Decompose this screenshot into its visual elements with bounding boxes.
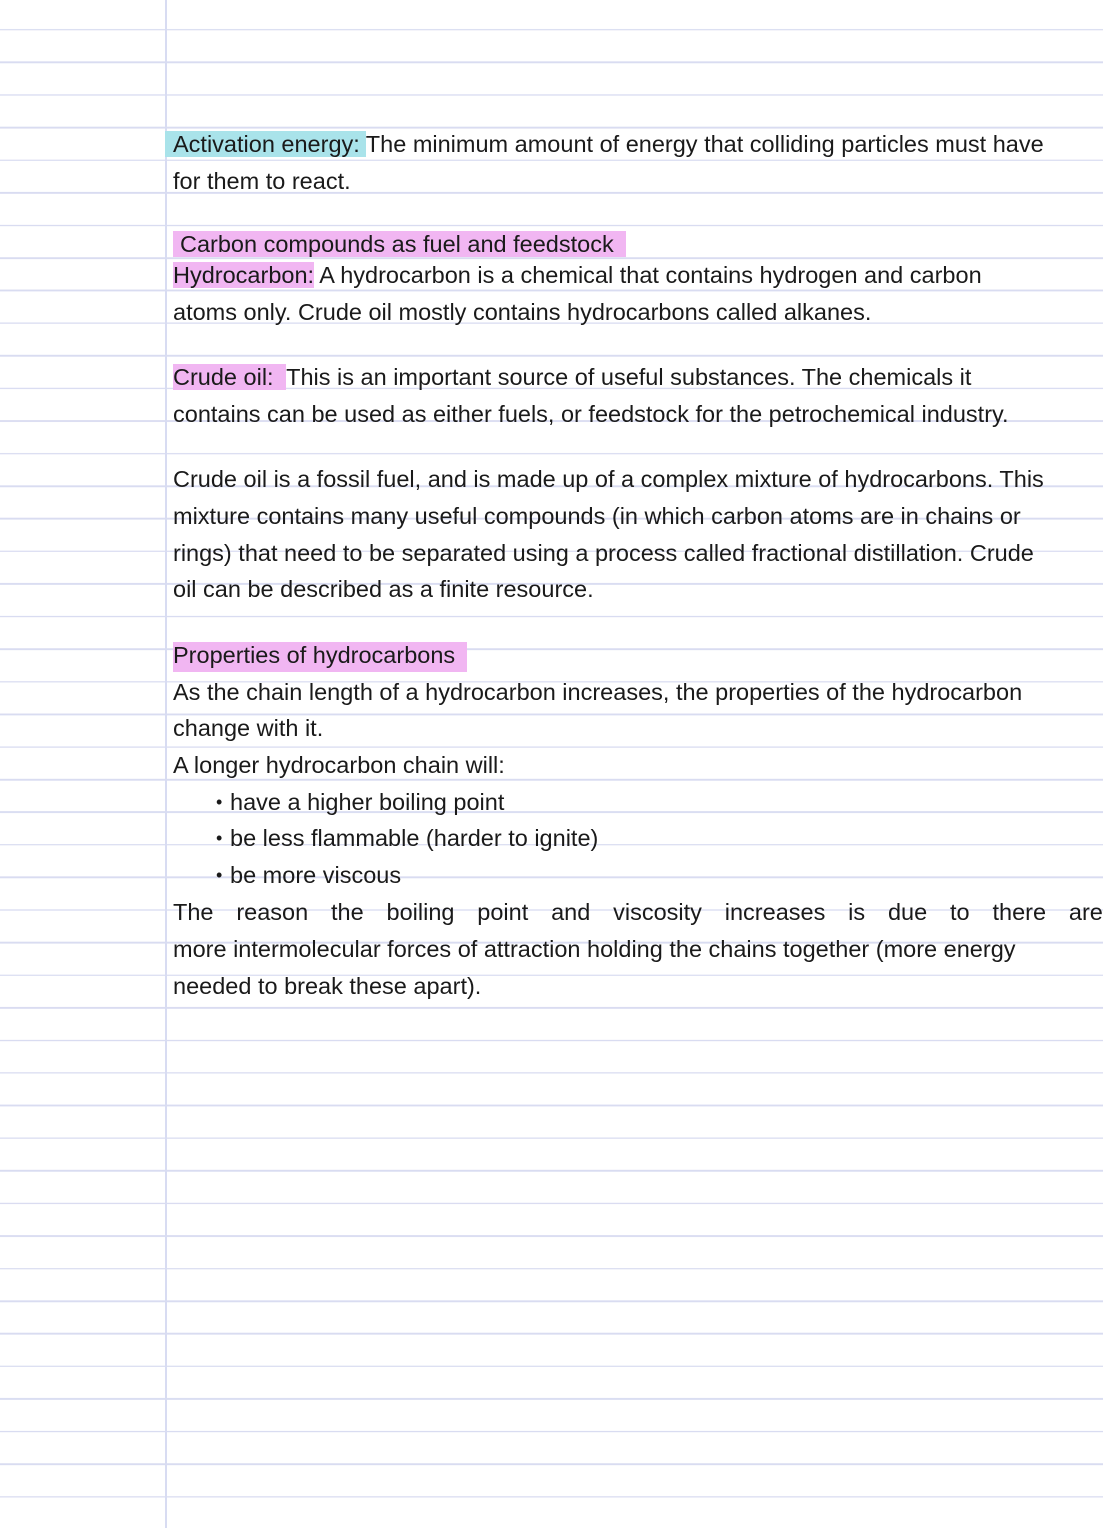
word: reason: [236, 899, 309, 925]
margin-line: [165, 0, 167, 1528]
crude-paragraph-line-4: oil can be described as a finite resource.: [173, 576, 594, 602]
hydrocarbon-term: Hydrocarbon:: [173, 262, 315, 288]
word: is: [848, 899, 866, 925]
bullet-icon: •: [216, 792, 223, 812]
hydrocarbon-line-1: [173, 259, 982, 291]
properties-line-3: A longer hydrocarbon chain will:: [173, 752, 505, 778]
reason-line-3: needed to break these apart).: [173, 973, 482, 999]
hydrocarbon-line-2: atoms only. Crude oil mostly contains hydrocarbons called alkanes.: [173, 299, 872, 325]
properties-line-2: change with it.: [173, 715, 324, 741]
section-heading-properties: [173, 639, 467, 671]
crude-paragraph-line-1: Crude oil is a fossil fuel, and is made up of a complex mixture of hydrocarbons. This: [173, 466, 1044, 492]
word: point: [477, 899, 529, 925]
word: due: [887, 899, 928, 925]
bullet-icon: •: [216, 828, 223, 848]
crude-paragraph-line-2: mixture contains many useful compounds (in which carbon atoms are in chains or: [173, 503, 1021, 529]
word: are: [1068, 899, 1103, 925]
crude-oil-line-1: [173, 361, 971, 393]
properties-heading: Properties of hydrocarbons: [173, 642, 467, 672]
reason-line-1: [173, 896, 1103, 928]
activation-energy-line-1: [173, 128, 1044, 160]
hydrocarbon-definition: A hydrocarbon is a chemical that contains hydrogen and carbon: [314, 262, 982, 288]
crude-paragraph-line-3: rings) that need to be separated using a process called fractional distillation. Crude: [173, 540, 1034, 566]
carbon-compounds-heading: Carbon compounds as fuel and feedstock: [173, 231, 626, 257]
list-item: • have a higher boiling point: [216, 786, 504, 818]
list-item: • be less flammable (harder to ignite): [216, 822, 598, 854]
activation-energy-definition: The minimum amount of energy that colliding particles must have: [365, 131, 1044, 157]
word: to: [950, 899, 970, 925]
word: there: [992, 899, 1047, 925]
word: viscosity: [613, 899, 702, 925]
reason-line-2: more intermolecular forces of attraction holding the chains together (more energy: [173, 936, 1016, 962]
list-item: • be more viscous: [216, 859, 401, 891]
word: increases: [724, 899, 826, 925]
crude-oil-term: Crude oil:: [173, 364, 286, 390]
crude-oil-definition: This is an important source of useful substances. The chemicals it: [286, 364, 972, 390]
activation-energy-term: Activation energy:: [165, 131, 366, 157]
word: boiling: [386, 899, 455, 925]
properties-line-1: As the chain length of a hydrocarbon increases, the properties of the hydrocarbon: [173, 679, 1023, 705]
word: The: [173, 899, 214, 925]
word: and: [551, 899, 591, 925]
crude-oil-line-2: contains can be used as either fuels, or feedstock for the petrochemical industry.: [173, 401, 1009, 427]
section-heading-carbon-compounds: [173, 228, 626, 260]
word: the: [331, 899, 364, 925]
activation-energy-line-2: for them to react.: [173, 168, 351, 194]
bullet-icon: •: [216, 865, 223, 885]
